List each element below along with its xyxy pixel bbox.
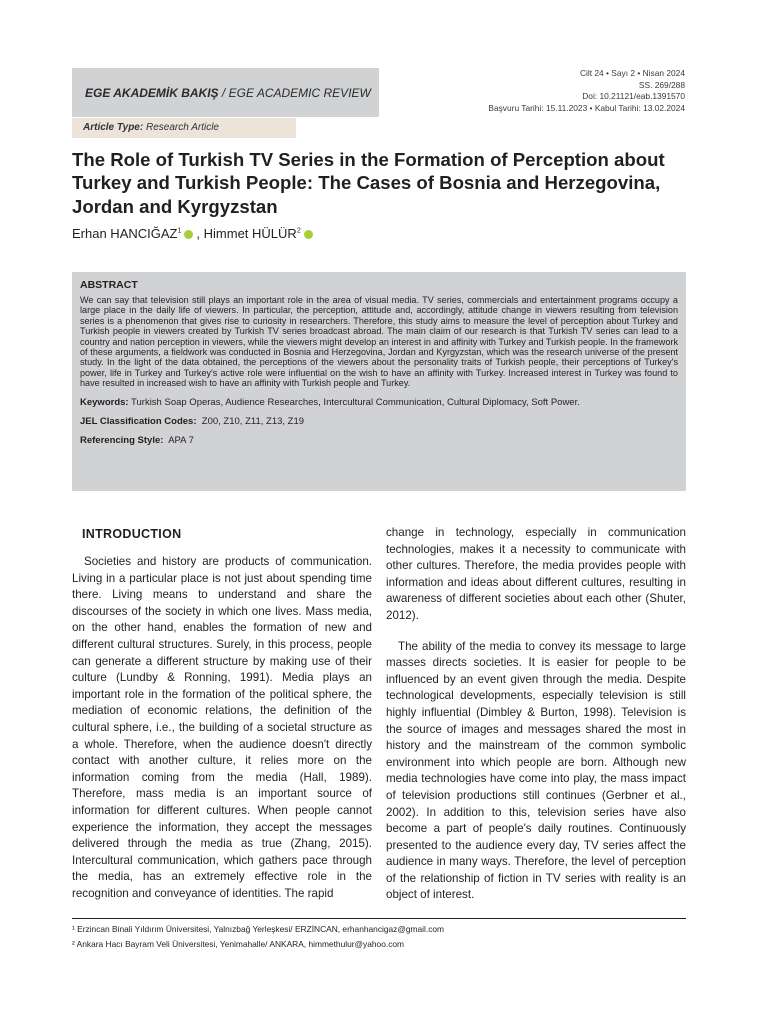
abstract-box xyxy=(72,272,686,491)
ref-style-value: APA 7 xyxy=(168,434,194,446)
body-column-left xyxy=(72,525,372,916)
orcid-icon[interactable] xyxy=(304,230,313,239)
referencing-style xyxy=(80,435,678,446)
abstract-heading: ABSTRACT xyxy=(80,279,138,291)
footnotes xyxy=(72,922,444,952)
author-affiliation-mark: 2 xyxy=(296,227,301,235)
footnote-divider xyxy=(72,918,686,919)
section-heading: INTRODUCTION xyxy=(82,527,182,541)
author-affiliation-mark: 1 xyxy=(177,227,182,235)
orcid-icon[interactable] xyxy=(184,230,193,239)
publication-meta xyxy=(488,68,685,114)
jel-label: JEL Classification Codes: xyxy=(80,415,197,427)
footnote: ¹ Erzincan Binali Yıldırım Üniversitesi, Yalnızbağ Yerleşkesi/ ERZİNCAN, erhanhancigaz@gmail.com xyxy=(72,924,445,934)
journal-name-tr: EGE AKADEMİK BAKIŞ xyxy=(85,85,219,100)
author-name: Erhan HANCIĞAZ xyxy=(72,226,178,241)
keywords-value: Turkish Soap Operas, Audience Researches, Intercultural Communication, Cultural Diplomacy, Soft Power. xyxy=(131,396,580,408)
volume-info: Cilt 24 • Sayı 2 • Nisan 2024 xyxy=(579,68,685,78)
page-range: SS. 269/288 xyxy=(638,79,685,90)
keywords xyxy=(80,397,678,408)
footnote: ² Ankara Hacı Bayram Veli Üniversitesi, Yenimahalle/ ANKARA, himmethulur@yahoo.com xyxy=(72,939,405,949)
paper-title: The Role of Turkish TV Series in the Formation of Perception about Turkey and Turkish People: The Cases of Bosnia and Herzegovina, Jordan and Kyrgyzstan xyxy=(72,149,665,217)
body-paragraph: Societies and history are products of communication. Living in a particular place is not just about spending time there. Living means to understand and share the discourses of the society in which one lives. Mass media, on the other hand, enables the formation of new and different cultural structures. Surely, in this process, people can generate a different structure by making use of their culture (Lundby & Ronning, 1991). Media plays an important role in the formation of the political sphere, the mediation of economic relations, the definition of the cultural sphere, i.e., the building of a societal structure as a whole. Therefore, when the audience doesn't directly contact with another culture, it relies more on the information coming from the media (Hall, 1989). Therefore, mass media is an important source of information for different cultures. When people cannot experience the information, they accept the messages delivered through the media as true (Zhang, 2015). Intercultural communication, which gathers pace through the media, has an extremely effective role in the recognition and conveyance of identities. The rapid xyxy=(72,555,372,900)
ref-style-label: Referencing Style: xyxy=(80,434,164,446)
author-list xyxy=(72,226,316,241)
article-type xyxy=(72,118,296,138)
body-paragraph: change in technology, especially in communication technologies, makes it a necessity to communicate with other cultures. Therefore, the media provides people with information and ideas about different cultures, resulting in awareness of different societies about each other (Shuter, 2012). xyxy=(386,526,686,622)
abstract-text: We can say that television still plays an important role in the area of visual media. TV series, commercials and entertainment programs occupy a large place in the daily life of viewers. In particular, the perception, attitude and, accordingly, attitude change in viewers resulting from television series is a phenomenon that gives rise to curiosity in researchers. Therefore, this study aims to measure the level of perception about Turkey and Turkish people in viewers created by Turkish TV series broadcast abroad. The main claim of our research is that Turkish TV series can lead to a country and nation perception in viewers, while the viewers might develop an interest in and affinity with Turkey and Turkish people. In the framework of these arguments, a fieldwork was conducted in Bosnia and Herzegovina, Jordan and Kyrgyzstan, which was the research universe of the present study. In the light of the data obtained, the perceptions of the viewers about the personality traits of Turkish people, their perceptions of Turkey's power, life in Turkey and Turkey's active role were influential on the wish to have an affinity with Turkey. Increased interest in Turkey was found to have resulted in increased wish to have an affinity with Turkish people and Turkey. xyxy=(80,295,678,389)
author-name: Himmet HÜLÜR xyxy=(203,226,297,241)
journal-name-en: EGE ACADEMIC REVIEW xyxy=(228,85,371,100)
body-column-right xyxy=(386,525,686,918)
keywords-label: Keywords: xyxy=(80,396,129,408)
article-type-value: Research Article xyxy=(145,122,219,133)
journal-header xyxy=(72,68,379,117)
submission-dates: Başvuru Tarihi: 15.11.2023 • Kabul Tarihi: 13.02.2024 xyxy=(488,102,685,113)
doi: Doi: 10.21121/eab.1391570 xyxy=(582,91,685,102)
article-type-label: Article Type: xyxy=(83,122,144,133)
jel-value: Z00, Z10, Z11, Z13, Z19 xyxy=(201,415,305,427)
author-separator: , xyxy=(196,226,201,241)
body-paragraph: The ability of the media to convey its message to large masses directs societies. It is easier for people to be influenced by an event given through the media. Despite technological developments, especially television is still highly influential (Dimbley & Burton, 1998). Television is the source of images and messages shared the most in history and the mainstream of the common symbolic environment into which people are born. Although new media technologies have come into play, the mass impact of television productions still continues (Gerbner et al., 2002). In addition to this, television series have also become a part of people's daily routines. Continuously presented to the audience every day, TV series affect the audience in many ways. Therefore, the level of perception of the relationship of fiction in TV series with reality is an object of interest. xyxy=(386,639,686,902)
journal-separator: / xyxy=(221,85,226,100)
jel-codes xyxy=(80,416,678,427)
